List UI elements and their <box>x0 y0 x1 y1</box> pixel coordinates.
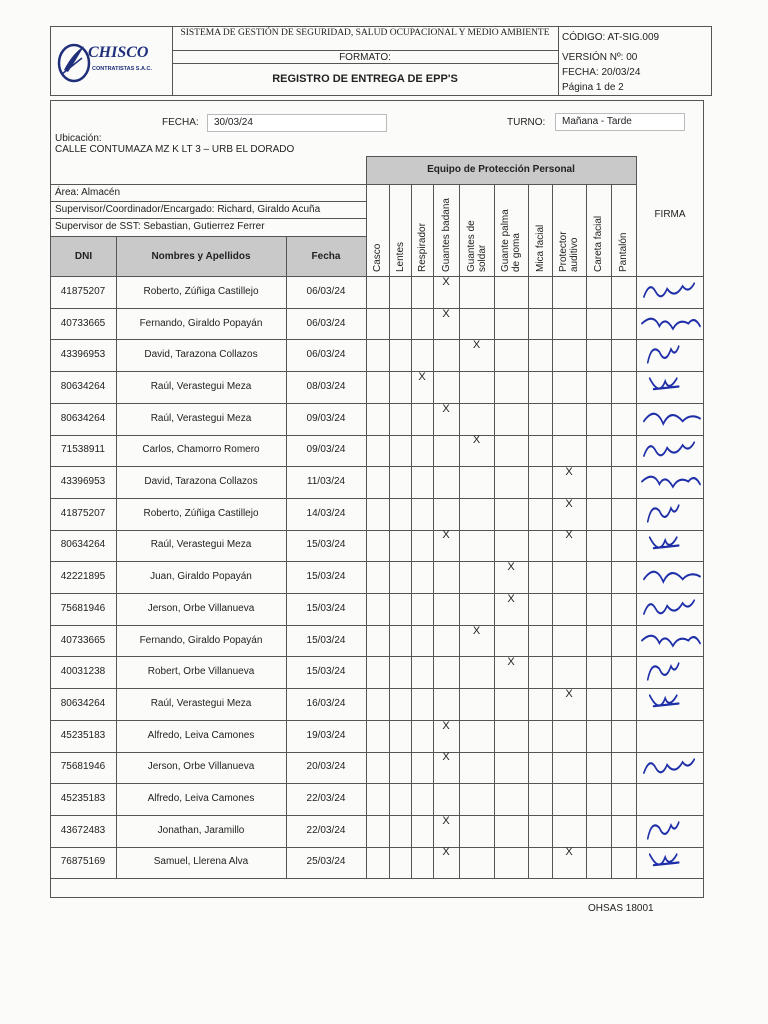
signature <box>640 563 702 591</box>
signature <box>640 341 702 369</box>
row-date: 15/03/24 <box>306 634 346 646</box>
row-date: 11/03/24 <box>306 476 346 488</box>
row-mark: X <box>472 339 481 352</box>
grid-line <box>611 184 612 878</box>
epp-group-header: Equipo de Protección Personal <box>427 164 575 175</box>
row-name: Raúl, Verastegui Meza <box>150 380 252 392</box>
row-name: Samuel, Llerena Alva <box>153 856 249 868</box>
grid-line <box>366 156 367 878</box>
epp-header-label: auditivo <box>569 237 580 272</box>
grid-line <box>586 184 587 878</box>
grid-line <box>636 156 637 878</box>
signature <box>640 468 702 496</box>
row-date: 16/03/24 <box>306 697 346 709</box>
epp-header-label: Pantalón <box>618 232 629 272</box>
row-dni: 75681946 <box>60 602 106 614</box>
supervisor-sst-field: Supervisor de SST: Sebastian, Gutierrez Ferrer <box>55 221 265 232</box>
row-dni: 43672483 <box>60 824 106 836</box>
row-dni: 71538911 <box>61 444 105 456</box>
epp-header-label: Respirador <box>416 223 428 272</box>
epp-header-label: soldar <box>476 244 488 272</box>
row-dni: 80634264 <box>60 380 106 392</box>
grid-line <box>50 878 704 879</box>
grid-line <box>50 276 704 277</box>
grid-line <box>528 184 529 878</box>
col-name-header: Nombres y Apellidos <box>151 251 251 262</box>
row-name: Juan, Giraldo Popayán <box>150 571 252 583</box>
doc-page: Página 1 de 2 <box>562 82 624 93</box>
signature <box>640 627 702 655</box>
signature <box>640 373 702 401</box>
epp-header-label: Lentes <box>394 241 406 272</box>
grid-line <box>286 236 287 878</box>
grid-line <box>50 688 704 689</box>
signature <box>640 405 702 433</box>
grid-line <box>50 308 704 309</box>
epp-header-label: de goma <box>511 233 522 272</box>
company-name: CHISCO <box>88 44 149 61</box>
grid-line <box>50 466 704 467</box>
row-mark: X <box>442 307 450 320</box>
grid-line <box>50 530 704 531</box>
signature <box>640 278 702 306</box>
turno-field[interactable]: Mañana - Tarde <box>555 113 685 131</box>
row-mark: X <box>442 846 450 859</box>
document-title: REGISTRO DE ENTREGA DE EPP'S <box>272 73 458 85</box>
signature <box>640 690 702 718</box>
row-mark: X <box>565 846 573 859</box>
signature <box>640 500 702 528</box>
doc-code: CÓDIGO: AT-SIG.009 <box>562 32 660 43</box>
signature <box>640 595 702 623</box>
grid-line <box>552 184 553 878</box>
row-dni: 43396953 <box>60 476 106 488</box>
row-dni: 42221895 <box>60 571 106 583</box>
row-date: 25/03/24 <box>306 856 346 868</box>
area-field: Área: Almacén <box>55 187 121 198</box>
row-date: 20/03/24 <box>306 761 346 773</box>
grid-line <box>50 815 704 816</box>
col-dni-header: DNI <box>74 251 93 262</box>
row-dni: 45235183 <box>60 729 106 741</box>
row-dni: 40733665 <box>60 317 106 329</box>
epp-header-label: Casco <box>372 243 383 272</box>
row-mark: X <box>507 656 515 669</box>
grid-line <box>50 236 366 237</box>
grid-line <box>433 184 434 878</box>
grid-line <box>50 656 704 657</box>
row-name: Jonathan, Jaramillo <box>157 824 245 836</box>
row-dni: 40031238 <box>60 666 106 678</box>
row-date: 19/03/24 <box>306 729 346 741</box>
signature <box>640 437 702 465</box>
row-date: 14/03/24 <box>306 507 346 519</box>
row-mark: X <box>565 497 573 510</box>
row-mark: X <box>507 561 515 574</box>
row-date: 15/03/24 <box>306 571 346 583</box>
row-name: Fernando, Giraldo Popayán <box>139 317 263 329</box>
grid-line <box>50 435 704 436</box>
row-mark: X <box>418 370 426 383</box>
row-name: Alfredo, Leiva Camones <box>147 729 255 741</box>
row-name: Roberto, Zúñiga Castillejo <box>143 507 259 519</box>
row-date: 09/03/24 <box>306 444 346 456</box>
row-mark: X <box>442 814 450 827</box>
row-date: 08/03/24 <box>306 380 346 392</box>
row-date: 06/03/24 <box>306 349 346 361</box>
grid-line <box>50 561 704 562</box>
ubicacion-value: CALLE CONTUMAZA MZ K LT 3 – URB EL DORADO <box>55 144 295 155</box>
row-name: Raúl, Verastegui Meza <box>150 412 252 424</box>
system-title: SISTEMA DE GESTIÓN DE SEGURIDAD, SALUD OCUPACIONAL Y MEDIO AMBIENTE <box>180 28 550 38</box>
signature <box>640 817 702 845</box>
fecha-field[interactable]: 30/03/24 <box>207 114 387 132</box>
row-mark: X <box>442 529 450 542</box>
row-mark: X <box>442 751 450 764</box>
grid-line <box>459 184 460 878</box>
row-dni: 80634264 <box>60 412 106 424</box>
grid-line <box>366 184 636 185</box>
row-name: David, Tarazona Collazos <box>144 476 258 488</box>
grid-line <box>116 236 117 878</box>
row-name: Alfredo, Leiva Camones <box>147 793 255 805</box>
row-date: 06/03/24 <box>306 285 346 297</box>
grid-line <box>50 720 704 721</box>
row-date: 22/03/24 <box>306 793 346 805</box>
grid-line <box>50 339 704 340</box>
grid-line <box>366 156 636 157</box>
grid-line <box>50 371 704 372</box>
grid-line <box>50 752 704 753</box>
ubicacion-label: Ubicación: <box>55 133 102 144</box>
form-frame <box>50 100 704 898</box>
grid-line <box>411 184 412 878</box>
signature <box>640 754 702 782</box>
row-dni: 80634264 <box>60 539 106 551</box>
row-name: Raúl, Verastegui Meza <box>150 539 252 551</box>
col-date-header: Fecha <box>311 251 341 262</box>
row-name: Carlos, Chamorro Romero <box>142 444 260 456</box>
row-mark: X <box>507 592 515 605</box>
row-dni: 41875207 <box>60 507 106 519</box>
row-date: 15/03/24 <box>306 539 346 551</box>
signature <box>640 849 702 877</box>
doc-version: VERSIÓN Nº: 00 <box>562 52 638 63</box>
row-date: 22/03/24 <box>306 824 346 836</box>
row-dni: 75681946 <box>60 761 106 773</box>
row-name: Roberto, Zúñiga Castillejo <box>143 285 259 297</box>
row-name: Raúl, Verastegui Meza <box>150 697 252 709</box>
row-name: Robert, Orbe Villanueva <box>147 666 255 678</box>
row-mark: X <box>565 466 573 479</box>
row-dni: 76875169 <box>60 856 106 868</box>
epp-header-label: Guantes badana <box>440 198 452 272</box>
supervisor-field: Supervisor/Coordinador/Encargado: Richard, Giraldo Acuña <box>55 204 321 215</box>
row-mark: X <box>442 402 450 415</box>
signature <box>640 658 702 686</box>
epp-header-label: Protector <box>558 231 569 272</box>
company-subtitle: CONTRATISTAS S.A.C. <box>92 66 152 72</box>
epp-header-label: Mica facial <box>534 224 546 272</box>
grid-line <box>50 403 704 404</box>
signature <box>640 310 702 338</box>
row-mark: X <box>565 687 573 700</box>
row-mark: X <box>472 434 481 447</box>
row-mark: X <box>442 719 450 732</box>
fecha-label: FECHA: <box>162 117 199 128</box>
format-label: FORMATO: <box>339 52 391 63</box>
row-date: 15/03/24 <box>306 666 346 678</box>
row-dni: 80634264 <box>60 697 106 709</box>
row-name: Jerson, Orbe Villanueva <box>147 761 255 773</box>
row-name: Fernando, Giraldo Popayán <box>139 634 263 646</box>
grid-line <box>50 625 704 626</box>
turno-label: TURNO: <box>507 117 546 128</box>
row-date: 09/03/24 <box>306 412 346 424</box>
grid-line <box>50 847 704 848</box>
row-dni: 40733665 <box>60 634 106 646</box>
doc-date: FECHA: 20/03/24 <box>562 67 641 78</box>
row-dni: 45235183 <box>60 793 106 805</box>
grid-line <box>50 498 704 499</box>
epp-header-label: Guantes de <box>465 220 477 272</box>
row-mark: X <box>565 529 573 542</box>
row-name: Jerson, Orbe Villanueva <box>147 602 255 614</box>
footer-standard: OHSAS 18001 <box>588 903 654 914</box>
epp-header-label: Guante palma <box>500 209 511 272</box>
row-dni: 41875207 <box>60 285 106 297</box>
row-mark: X <box>472 624 481 637</box>
row-date: 15/03/24 <box>306 602 346 614</box>
row-dni: 43396953 <box>60 349 106 361</box>
row-name: David, Tarazona Collazos <box>144 349 258 361</box>
row-date: 06/03/24 <box>306 317 346 329</box>
epp-header-label: Careta facial <box>593 215 604 272</box>
signature <box>640 532 702 560</box>
grid-line <box>50 783 704 784</box>
row-mark: X <box>442 275 450 288</box>
grid-line <box>389 184 390 878</box>
grid-line <box>494 184 495 878</box>
col-firma-header: FIRMA <box>654 209 686 220</box>
grid-line <box>50 593 704 594</box>
